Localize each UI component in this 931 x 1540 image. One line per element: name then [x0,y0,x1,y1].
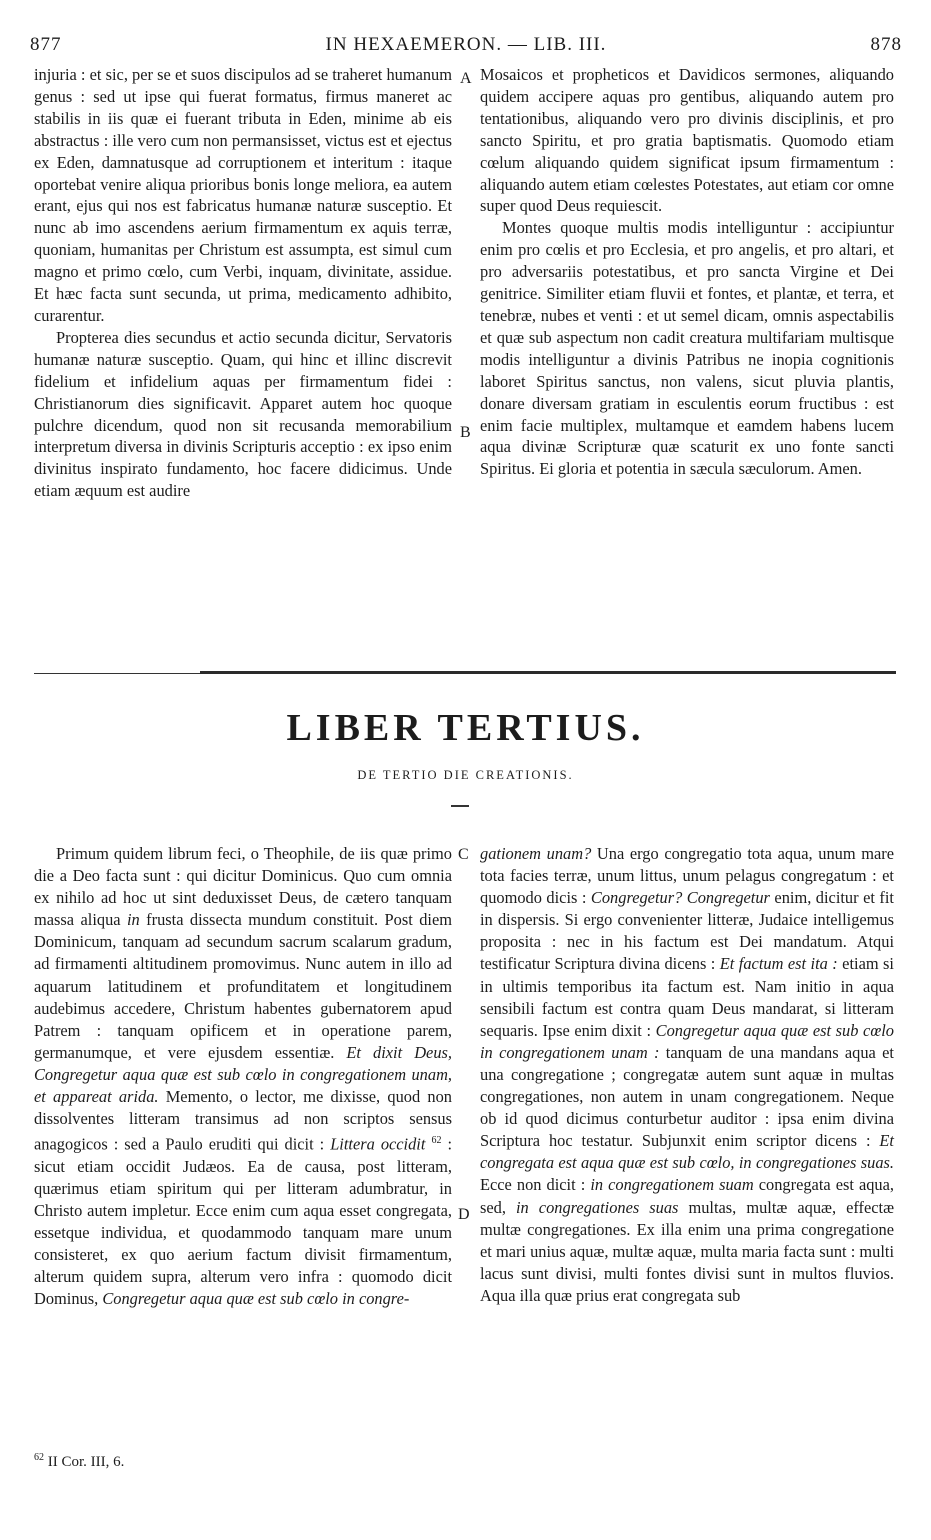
section-marker-a: A [460,70,472,87]
page-number-right: 878 [870,34,902,55]
footnote [34,1452,124,1471]
footnote-ref: 62 [431,1135,442,1147]
book-subtitle: DE TERTIO DIE CREATIONIS. [357,768,574,782]
ornament-dash [451,805,469,807]
page-number-left: 877 [30,34,62,55]
section-marker-b: B [460,424,471,441]
section-marker-c: C [458,846,469,863]
column-right-top [480,64,894,480]
paragraph: Primum quidem librum feci, o Theophile, de iis quæ primo die a Deo facta sunt : qui dicitur Dominicus. Quo cum omnia ex nihilo ad hoc ut sint deduxisset Deus, de cætero tanquam massa aliqua in frusta dissecta mundum constituit. Post diem Dominicum, tanquam ad secundum sacrum scalarum gradum, ad firmamenti altitudinem promovimus. Nunc autem in illo ad aquarum latitudinem et profunditatem et longitudinem audebimus accedere, Christum habentes gubernatorem apud Patrem : tanquam opificem et in operatione parem, germanumque, et vere ejusdem essentiæ. Et dixit Deus, Congregetur aqua quæ est sub cœlo in congregationem unam, et appareat arida. Memento, o lector, me dixisse, quod non dissolventes litteram transimus ad non scriptos sensus anagogicos : sed a Paulo eruditi qui dicit : Littera occidit $^{62}$ : sicut etiam occidit Judæos. Ea de causa, post litteram, quærimus etiam spiritum qui per litteram adumbratur, in Christo autem impletur. Ecce enim cum aqua esset congregata, essetque individua, et quodammodo tanquam mare unum consisteret, ex quo aerium factum divisit firmamentum, alterum quidem supra, alterum vero infra : quomodo dicit Dominus, Congregetur aqua quæ est sub cœlo in congre- [34,844,452,1309]
book-title: LIBER TERTIUS. [286,707,645,749]
paragraph: Propterea dies secundus et actio secunda dicitur, Servatoris humanæ naturæ susceptio. Quam, qui hinc et illinc discrevit fidelium et infidelium aquas per firmamentum fidei : Christianorum dies significavit. Apparet autem hoc quoque pulchre dicendum, quod non sit recusanda memorabilium interpretum diversa in divinis Scripturis acceptio : ex ipso enim divinitus inspirato fundamento, hoc facere didicimus. Unde etiam æquum est audire [34,327,452,501]
footnote-text: II Cor. III, 6. [44,1454,125,1470]
section-marker-d: D [458,1206,470,1223]
running-head [30,34,902,60]
running-title: IN HEXAEMERON. — LIB. III. [325,34,607,55]
column-right-bottom [480,843,894,1307]
column-left-bottom [34,843,452,1310]
paragraph: injuria : et sic, per se et suos discipulos ad se traheret humanum genus : sed ut ipse qui fuerat formatus, firmus maneret ac stabilis in iis quæ ei fuerant tributa in Eden, minime ab eis abstractus : ille vero cum non permansisset, victus est et ejectus ex Eden, damnatusque ad corruptionem et interitum : itaque oportebat venire aliqua prioribus bonis longe meliora, ea autem erant, ejus qui nos est fabricatus humanæ naturæ susceptio. Et nunc ab imo ascendens aerium firmamentum ex aquis terræ, quoniam, humanitas per Christum est assumpta, est simul cum magno et primo cœlo, cum Verbi, inquam, divinitate, assidue. Et hæc facta sunt secunda, ut prima, medicamento adhibito, curarentur. [34,65,452,325]
paragraph: Montes quoque multis modis intelliguntur : accipiuntur enim pro cœlis et pro Ecclesia, et pro angelis, et pro altari, et pro adversariis potestatibus, et pro sancta Virgine et Dei genitrice. Similiter etiam fluvii et fontes, et plantæ, et terra, et tenebræ, nubes et venti : et ut semel dicam, omnis aspectabilis et quæ sub aspectum non cadit creatura multifariam multisque modis intelliguntur a divinis Patribus ne inopia cognitionis laboret Spiritus sanctus, non valens, sicut pluvia plantis, donare diversam gratiam in esculentis eorum fructibus : est enim facie multiplex, multamque et eamdem habens lucem aqua divinæ Scripturæ quæ scaturit ex uno fonte sancti Spiritus. Ei gloria et potentia in sæcula sæculorum. Amen. [480,218,894,479]
column-left-top [34,64,452,502]
footnote-number: 62 [34,1452,44,1463]
paragraph: gationem unam? Una ergo congregatio tota aqua, unum mare tota facies terræ, unum littus, unum pelagus congregatum : et quomodo dicis : Congregetur? Congregetur enim, dicitur et fit in dispersis. Si ergo convenienter litteræ, Judaice intelligemus proposita : nec in his factum est Dei mandatum. Atqui testificatur Scriptura divina dicens : Et factum est ita : etiam si in ultimis temporibus ita factum est. Nam initio in aqua sensibili factum est contra quam Deus mandarat, si litteram sequaris. Ipse enim dixit : Congregetur aqua quæ est sub cœlo in congregationem unam : tanquam de una mandans aqua et una congregatione ; congregatæ autem sunt aquæ in multas congregationes, non autem in unam congregationem. Neque ob id quod dicimus conturbetur auditor : ipsa enim divina Scriptura hoc testatur. Subjunxit enim scriptor dicens : Et congregata est aqua quæ est sub cœlo, in congregationes suas. Ecce non dicit : in congregationem suam congregata est aqua, sed, in congregationes suas multas, multæ aquæ, effectæ multæ congregationes. Ex illa enim una prima congregatione et mari unius aquæ, multæ aquæ, multa maria facta sunt : multi lacus sunt divisi, multi fontes divisi sunt in multos fluvios. Aqua illa quæ prius erat congregata sub [480,844,895,1305]
section-divider-thick [200,671,896,674]
paragraph: Mosaicos et propheticos et Davidicos sermones, aliquando quidem accipere aquas pro gentibus, aliquando autem pro tentationibus, aliquando vero pro divinis disciplinis, et pro sancto Spiritu, et pro gratia baptismatis. Quomodo etiam cœlum aliquando quidem significat ipsum firmamentum : aliquando autem etiam cœlestes Potestates, aut etiam cor omne super quod Deus requiescit. [480,65,894,216]
